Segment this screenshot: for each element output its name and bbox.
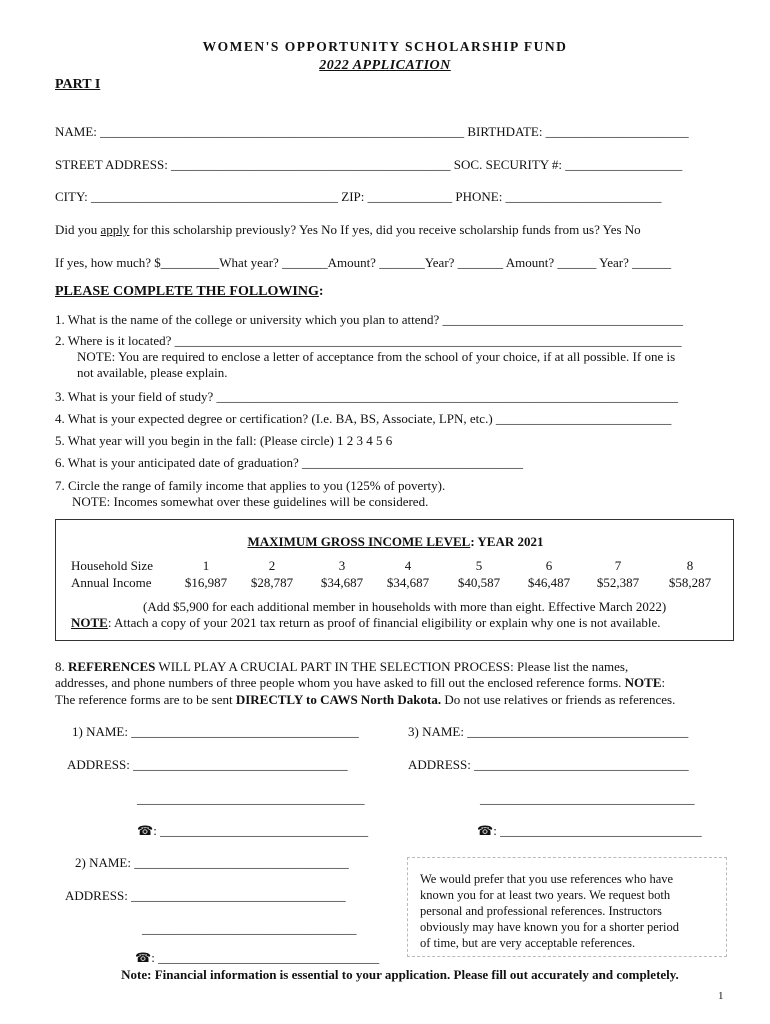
annual-income-cell: $34,687 — [386, 575, 430, 590]
household-size-cell: 3 — [338, 558, 346, 573]
additional-member-note: (Add $5,900 for each additional member in households with more than eight. Effective March 2022) — [143, 599, 667, 614]
preference-line: of time, but are very acceptable references. — [420, 936, 636, 950]
references-line-3: The reference forms are to be sent DIRECTLY to CAWS North Dakota. Do not use relatives or friends as references. — [55, 692, 676, 707]
reference-2-phone[interactable]: ☎: __________________________________ — [135, 950, 380, 965]
phone-icon: ☎ — [135, 950, 152, 965]
annual-income-cell: $28,787 — [250, 575, 294, 590]
household-size-cell: 4 — [404, 558, 412, 573]
annual-income-cell: $16,987 — [184, 575, 228, 590]
household-size-cell: 8 — [686, 558, 694, 573]
preference-line: personal and professional references. Instructors — [420, 904, 662, 918]
section-heading: PLEASE COMPLETE THE FOLLOWING: — [55, 284, 324, 299]
references-line-1: 8. REFERENCES WILL PLAY A CRUCIAL PART IN THE SELECTION PROCESS: Please list the names, — [55, 659, 629, 674]
question-2-note-line-1: NOTE: You are required to enclose a letter of acceptance from the school of your choice, if at all possible. If one is — [77, 349, 676, 364]
annual-income-cell: $58,287 — [668, 575, 712, 590]
question-7: 7. Circle the range of family income that applies to you (125% of poverty). — [55, 478, 446, 493]
household-size-label: Household Size — [71, 558, 153, 573]
household-size-cell: 5 — [475, 558, 483, 573]
preference-line: We would prefer that you use references who have — [420, 872, 674, 886]
part-label: PART I — [55, 77, 101, 92]
question-2-note-line-2: not available, please explain. — [77, 365, 228, 380]
reference-1-address[interactable]: ADDRESS: _________________________________ — [67, 757, 348, 772]
reference-preference-box — [407, 857, 727, 957]
household-size-cell: 7 — [614, 558, 622, 573]
reference-2-name[interactable]: 2) NAME: _________________________________ — [75, 855, 349, 870]
city-zip-phone-line[interactable]: CITY: ______________________________________ ZIP: _____________ PHONE: ________________________ — [55, 189, 662, 204]
preference-line: obviously may have known you for a shorter period — [420, 920, 679, 934]
phone-icon: ☎ — [477, 823, 494, 838]
household-size-cell: 6 — [545, 558, 553, 573]
reference-3-name[interactable]: 3) NAME: __________________________________ — [408, 724, 689, 739]
preference-line: known you for at least two years. We request both — [420, 888, 671, 902]
form-subtitle: 2022 APPLICATION — [319, 58, 451, 73]
name-birthdate-line[interactable]: NAME: ________________________________________________________ BIRTHDATE: ______________________ — [55, 124, 689, 139]
apply-word: apply — [100, 222, 130, 237]
reference-1-address-line-2[interactable]: ___________________________________ — [137, 791, 365, 806]
reference-2-address[interactable]: ADDRESS: _________________________________ — [65, 888, 346, 903]
question-3[interactable]: 3. What is your field of study? _______________________________________________________________________ — [55, 389, 679, 404]
annual-income-cell: $34,687 — [320, 575, 364, 590]
income-table-box — [55, 519, 734, 641]
question-4[interactable]: 4. What is your expected degree or certification? (I.e. BA, BS, Associate, LPN, etc.) ___________________________ — [55, 411, 672, 426]
reference-2-address-line-2[interactable]: _________________________________ — [142, 921, 357, 936]
question-2[interactable]: 2. Where is it located? ______________________________________________________________________________ — [55, 333, 682, 348]
applied-previously-line[interactable]: Did you apply for this scholarship previously? Yes No If yes, did you receive scholarship funds from us? Yes No — [55, 222, 641, 237]
annual-income-label: Annual Income — [71, 575, 152, 590]
household-size-cell: 2 — [268, 558, 276, 573]
annual-income-cell: $40,587 — [457, 575, 501, 590]
references-line-2: addresses, and phone numbers of three people whom you have asked to fill out the enclosed reference forms. NOTE: — [55, 675, 666, 690]
how-much-line[interactable]: If yes, how much? $_________What year? _______Amount? _______Year? _______ Amount? ______ Year? ______ — [55, 255, 672, 270]
financial-footer-note: Note: Financial information is essential to your application. Please fill out accurately and completely. — [121, 967, 679, 982]
income-table-title: MAXIMUM GROSS INCOME LEVEL: YEAR 2021 — [247, 534, 544, 549]
annual-income-cell: $46,487 — [527, 575, 571, 590]
phone-icon: ☎ — [137, 823, 154, 838]
reference-1-phone[interactable]: ☎: ________________________________ — [137, 823, 369, 838]
tax-return-note: NOTE: Attach a copy of your 2021 tax return as proof of financial eligibility or explain why one is not available. — [71, 615, 661, 630]
question-5[interactable]: 5. What year will you begin in the fall: (Please circle) 1 2 3 4 5 6 — [55, 433, 393, 448]
annual-income-cell: $52,387 — [596, 575, 640, 590]
household-size-cell: 1 — [202, 558, 210, 573]
question-6[interactable]: 6. What is your anticipated date of graduation? __________________________________ — [55, 455, 524, 470]
question-1[interactable]: 1. What is the name of the college or university which you plan to attend? _____________________________________ — [55, 312, 683, 327]
form-title: WOMEN'S OPPORTUNITY SCHOLARSHIP FUND — [202, 39, 568, 54]
reference-3-address[interactable]: ADDRESS: _________________________________ — [408, 757, 689, 772]
street-ssn-line[interactable]: STREET ADDRESS: ___________________________________________ SOC. SECURITY #: __________________ — [55, 157, 683, 172]
question-7-note: NOTE: Incomes somewhat over these guidelines will be considered. — [72, 494, 429, 509]
page-number: 1 — [718, 990, 724, 1002]
reference-1-name[interactable]: 1) NAME: ___________________________________ — [72, 724, 359, 739]
reference-3-address-line-2[interactable]: _________________________________ — [480, 791, 695, 806]
reference-3-phone[interactable]: ☎: _______________________________ — [477, 823, 702, 838]
